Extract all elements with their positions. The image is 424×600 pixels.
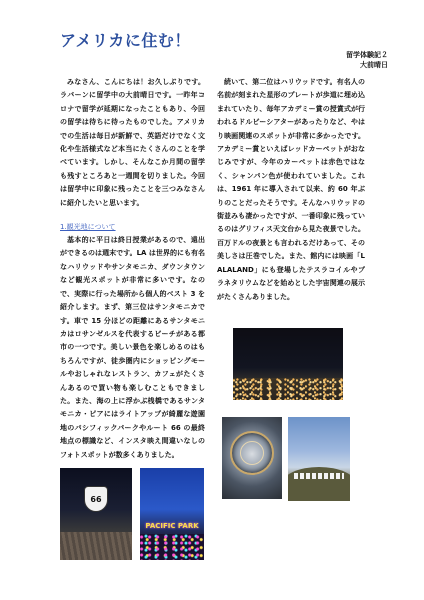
sightseeing-paragraph: 基本的に平日は終日授業があるので、遠出ができるのは週末です。LA は世界的にも有名なハリウッドやサンタモニカ、ダウンタウンなど観光スポットが非常に多いです。なので、実際に行った場所から個人的ベスト 3 を紹介します。まず、第三位はサンタモニカです。車で 15 分ほどの距離にあるサンタモニカはロサンゼルスを代表するビーチがある都市の一つです。美しい景色を楽しめるのはもちろんですが、徒歩圏内にショッピングモールやおしゃれなレストラン、カフェがたくさんあるので買い物も楽しむこともできました。また、海の上に浮かぶ桟橋であるサンタモニカ・ピアにはライトアップが綺麗な遊園地のパシフィックパークやルート 66 の最終地点の標識など、インスタ映え間違いなしのフォトスポットが数多くありました。 — [60, 236, 205, 459]
author-name: 大前晴日 — [360, 61, 388, 69]
hollywood-paragraph: 続いて、第二位はハリウッドです。有名人の名前が刻まれた星形のプレートが歩道に埋め込まれていたり、毎年アカデミー賞の授賞式が行われるドルビーシアターがあったりなど、やはり映画関連のスポットが非常に多かったです。アカデミー賞といえばレッドカーペットがおなじみですが、今年のカーペットは赤色ではなく、シャンパン色が使われていました。これは、1961 年に導入されて以来、約 60 年ぶりのことだったそうです。そんなハリウッドの街並みも凄かったですが、一番印象に残っているのはグリフィス天文台から見た夜景でした。百万ドルの夜景とも言われるだけあって、その美しさは圧巻でした。また、館内には映画「LALALAND」にも登場したテスラコイルやプラネタリウムなどを始めとした宇宙関連の展示がたくさんありました。 — [217, 78, 365, 301]
pacific-park-neon — [140, 534, 204, 560]
section-heading-sightseeing: 1.観光地について — [60, 223, 116, 232]
dome-inner-ring — [240, 441, 264, 465]
page-title: アメリカに住む！ — [60, 31, 191, 50]
night-city-photo — [233, 328, 343, 400]
series-label: 留学体験記２ — [346, 51, 388, 59]
left-column — [60, 76, 205, 462]
pacific-park-sign: PACIFIC PARK — [145, 522, 199, 530]
route-66-number: 66 — [90, 495, 102, 504]
observatory-dome-photo — [222, 417, 282, 499]
hollywood-sign-photo — [288, 417, 350, 501]
route-66-shield — [84, 486, 108, 512]
city-lights — [233, 378, 343, 400]
hollywood-sign — [294, 473, 344, 479]
pacific-park-photo — [140, 468, 204, 560]
article-meta — [346, 50, 388, 70]
right-column — [217, 76, 365, 304]
pier-deck — [60, 532, 132, 560]
intro-paragraph: みなさん、こんにちは！お久しぶりです。ラバーンに留学中の大前晴日です。一昨年コロナで留学が延期になったこともあり、今回の留学は待ちに待ったものでした。アメリカでの生活は毎日が新鮮で、英語だけでなく文化や生活様式など本当にたくさんのことを学べています。しかし、そんなこか月間の留学も残すところあと一週間を切りました。今回は留学中に印象に残ったことを三つみなさんに紹介したいと思います。 — [60, 78, 205, 207]
route-66-sign-photo — [60, 468, 132, 560]
